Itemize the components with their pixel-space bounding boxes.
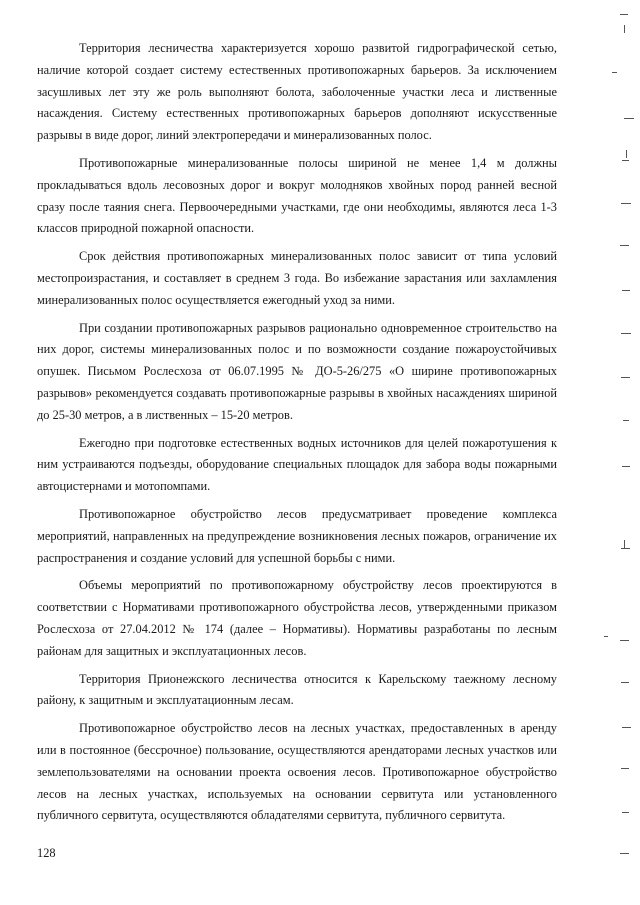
paragraph-fire-arrangement: Противопожарное обустройство лесов предусматривает проведение комплекса мероприятий, направленных на предупреждение возникновения лесных пожаров, ограничение их распространения и создание условий для успешной борьбы с ними. [37, 506, 557, 565]
paragraph-mineral-strips: Противопожарные минерализованные полосы шириной не менее 1,4 м должны прокладываться вдоль лесовозных дорог и вокруг молодняков хвойных пород ранней весной сразу после таяния снега. Первоочередными участками, где они необходимы, являются леса 1-3 классов природной пожарной опасности. [37, 155, 557, 236]
paragraph-firebreaks: При создании противопожарных разрывов рационально одновременное строительство на них дорог, системы минерализованных полос и по возможности создание пожароустойчивых опушек. Письмом Рослесхоза от 06.07.1995 № ДО-5-26/275 «О ширине противопожарных разрывов» рекомендуется создавать противопожарные разрывы в хвойных насаждениях шириной до 25-30 метров, а в лиственных – 15-20 метров. [37, 320, 557, 422]
paragraph-norms: Объемы мероприятий по противопожарному обустройству лесов проектируются в соответствии с Нормативами противопожарного обустройства лесов, утвержденными приказом Рослесхоза от 27.04.2012 № 174 (далее – Нормативы). Нормативы разработаны по лесным районам для защитных и эксплуатационных лесов. [37, 578, 557, 658]
paragraph-strip-lifetime: Срок действия противопожарных минерализованных полос зависит от типа условий местопроизрастания, и составляет в среднем 3 года. Во избежание зарастания или захламления минерализованных полос осуществляется ежегодный уход за ними. [37, 249, 557, 307]
paragraph-leaseholders: Противопожарное обустройство лесов на лесных участках, предоставленных в аренду или в постоянное (бессрочное) пользование, осуществляются арендаторами лесных участков или землепользователями на основании проекта освоения лесов. Противопожарное обустройство лесов на лесных участках, используемых на основании сервитута или установленного публичного сервитута, осуществляются обладателями сервитута, публичного сервитута. [37, 721, 557, 823]
body-text [37, 38, 557, 833]
page-number: 128 [37, 846, 56, 860]
paragraph-water-sources: Ежегодно при подготовке естественных водных источников для целей пожаротушения к ним устраиваются подъезды, оборудование специальных площадок для забора воды пожарными автоцистернами и мотопомпами. [37, 435, 557, 494]
paragraph-forest-district: Территория Прионежского лесничества относится к Карельскому таежному лесному району, к защитным и эксплуатационным лесам. [37, 671, 557, 708]
paragraph-hydrography: Территория лесничества характеризуется хорошо развитой гидрографической сетью, наличие которой создает систему естественных противопожарных барьеров. За исключением засушливых лет эту же роль выполняют болота, заболоченные участки леса и лиственные насаждения. Систему естественных противопожарных барьеров дополняют искусственные разрывы в виде дорог, линий электропередачи и минерализованных полос. [37, 41, 557, 143]
